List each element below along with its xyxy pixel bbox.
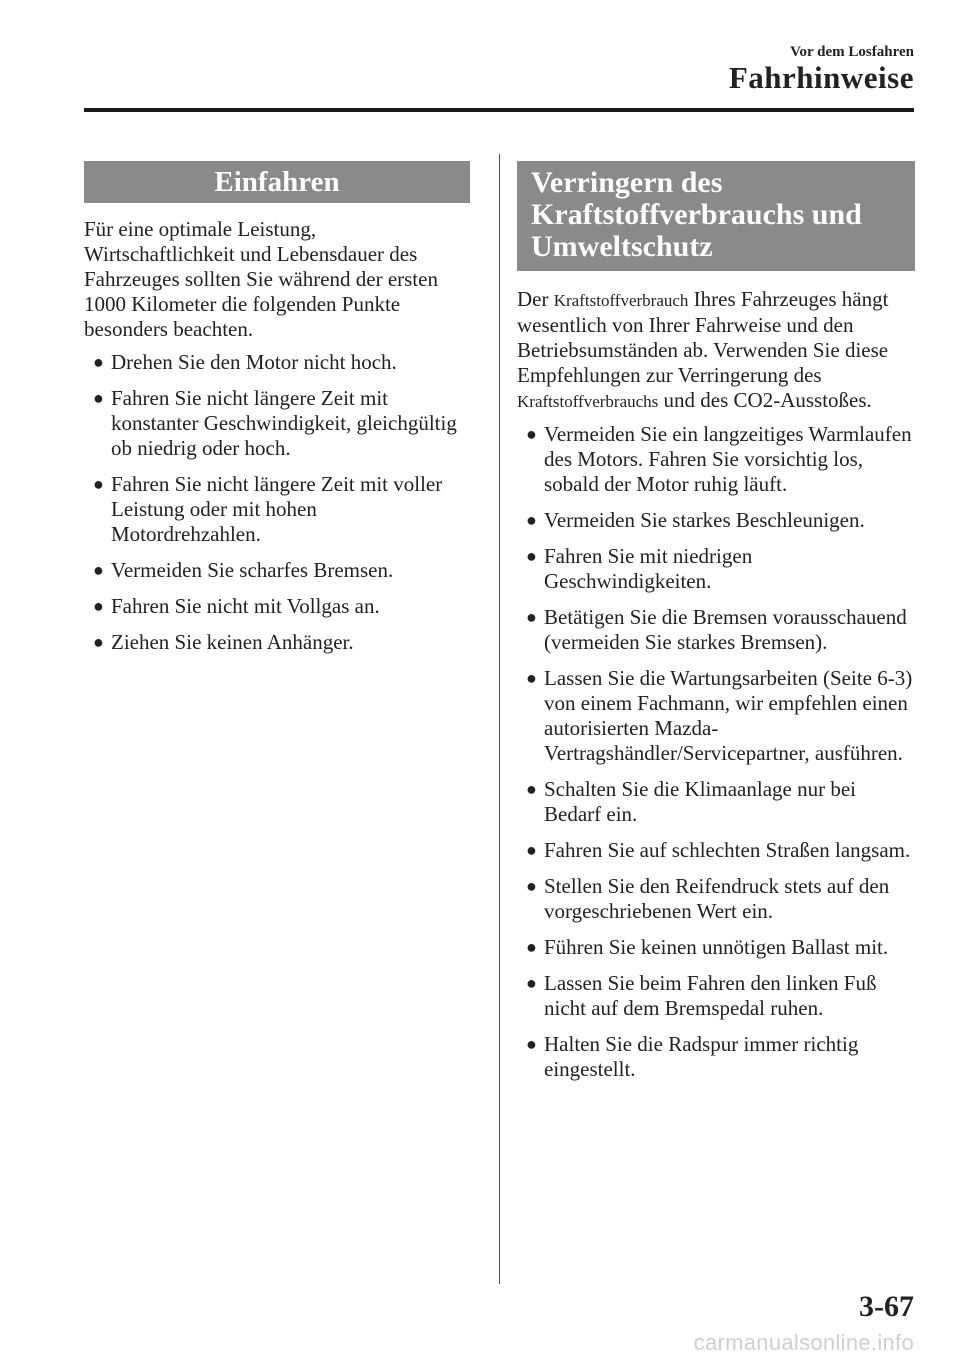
bullet-icon: ●	[526, 779, 537, 799]
right-column	[517, 161, 915, 1093]
page-number: 3-67	[859, 1290, 914, 1323]
bullet-icon: ●	[93, 388, 104, 408]
bullet-icon: ●	[526, 876, 537, 896]
heading-einfahren: Einfahren	[84, 161, 470, 203]
bullet-icon: ●	[526, 607, 537, 627]
list-item: ● Halten Sie die Radspur immer richtig eingestellt.	[526, 1032, 859, 1081]
heading-line: Verringern des	[531, 166, 723, 199]
list-item: ● Fahren Sie nicht mit Vollgas an.	[93, 594, 380, 618]
heading-line: Kraftstoffverbrauchs und	[531, 198, 862, 231]
bullet-icon: ●	[526, 668, 537, 688]
bullet-icon: ●	[526, 840, 537, 860]
list-item: ● Vermeiden Sie ein langzeitiges Warmlaufen des Motors. Fahren Sie vorsichtig los, sobald der Motor ruhig läuft.	[526, 422, 912, 496]
list-item: ● Vermeiden Sie starkes Beschleunigen.	[526, 508, 865, 532]
bullet-icon: ●	[93, 474, 104, 494]
list-item: ● Fahren Sie nicht längere Zeit mit voller Leistung oder mit hohen Motordrehzahlen.	[93, 472, 443, 546]
header-rule	[84, 108, 914, 112]
list-item: ● Stellen Sie den Reifendruck stets auf den vorgeschriebenen Wert ein.	[526, 874, 890, 923]
bullet-icon: ●	[93, 596, 104, 616]
list-item: ● Drehen Sie den Motor nicht hoch.	[93, 350, 397, 374]
intro-paragraph: Für eine optimale Leistung, Wirtschaftlichkeit und Lebensdauer des Fahrzeuges sollten Sie während der ersten 1000 Kilometer die folgenden Punkte besonders beachten.	[84, 217, 438, 341]
bullet-icon: ●	[526, 937, 537, 957]
bullet-icon: ●	[93, 632, 104, 652]
heading-line: Umweltschutz	[531, 230, 713, 263]
bullet-icon: ●	[526, 1034, 537, 1054]
section-subtitle: Vor dem Losfahren	[790, 44, 914, 60]
bullet-icon: ●	[526, 510, 537, 530]
watermark: carmanualsonline.info	[693, 1330, 914, 1355]
section-title: Fahrhinweise	[728, 60, 914, 95]
heading-verringern	[517, 161, 915, 271]
list-item: ● Schalten Sie die Klimaanlage nur bei Bedarf ein.	[526, 777, 856, 826]
column-divider	[499, 154, 500, 1284]
bullet-icon: ●	[93, 352, 104, 372]
bullet-icon: ●	[93, 560, 104, 580]
bullet-list	[517, 422, 915, 1082]
list-item: ● Fahren Sie auf schlechten Straßen langsam.	[526, 838, 911, 862]
list-item: ● Betätigen Sie die Bremsen vorausschauend (vermeiden Sie starkes Bremsen).	[526, 605, 907, 654]
list-item: ● Lassen Sie die Wartungsarbeiten (Seite 6-3) von einem Fachmann, wir empfehlen einen autorisierten Mazda-Vertragshändler/Servicepartner, ausführen.	[526, 666, 913, 765]
bullet-icon: ●	[526, 546, 537, 566]
list-item: ● Führen Sie keinen unnötigen Ballast mit.	[526, 935, 889, 959]
list-item: ● Lassen Sie beim Fahren den linken Fuß nicht auf dem Bremspedal ruhen.	[526, 971, 877, 1020]
bullet-list	[84, 350, 470, 655]
list-item: ● Ziehen Sie keinen Anhänger.	[93, 630, 354, 654]
bullet-icon: ●	[526, 973, 537, 993]
left-column	[84, 161, 470, 666]
list-item: ● Vermeiden Sie scharfes Bremsen.	[93, 558, 394, 582]
list-item: ● Fahren Sie nicht längere Zeit mit konstanter Geschwindigkeit, gleichgültig ob niedrig oder hoch.	[93, 386, 457, 460]
bullet-icon: ●	[526, 424, 537, 444]
intro-paragraph: Der Kraftstoffverbrauch Ihres Fahrzeuges hängt wesentlich von Ihrer Fahrweise und den Betriebsumständen ab. Verwenden Sie diese Empfehlungen zur Verringerung des Kraftstoffverbrauchs und des CO2-Ausstoßes.	[517, 287, 889, 412]
list-item: ● Fahren Sie mit niedrigen Geschwindigkeiten.	[526, 544, 753, 593]
